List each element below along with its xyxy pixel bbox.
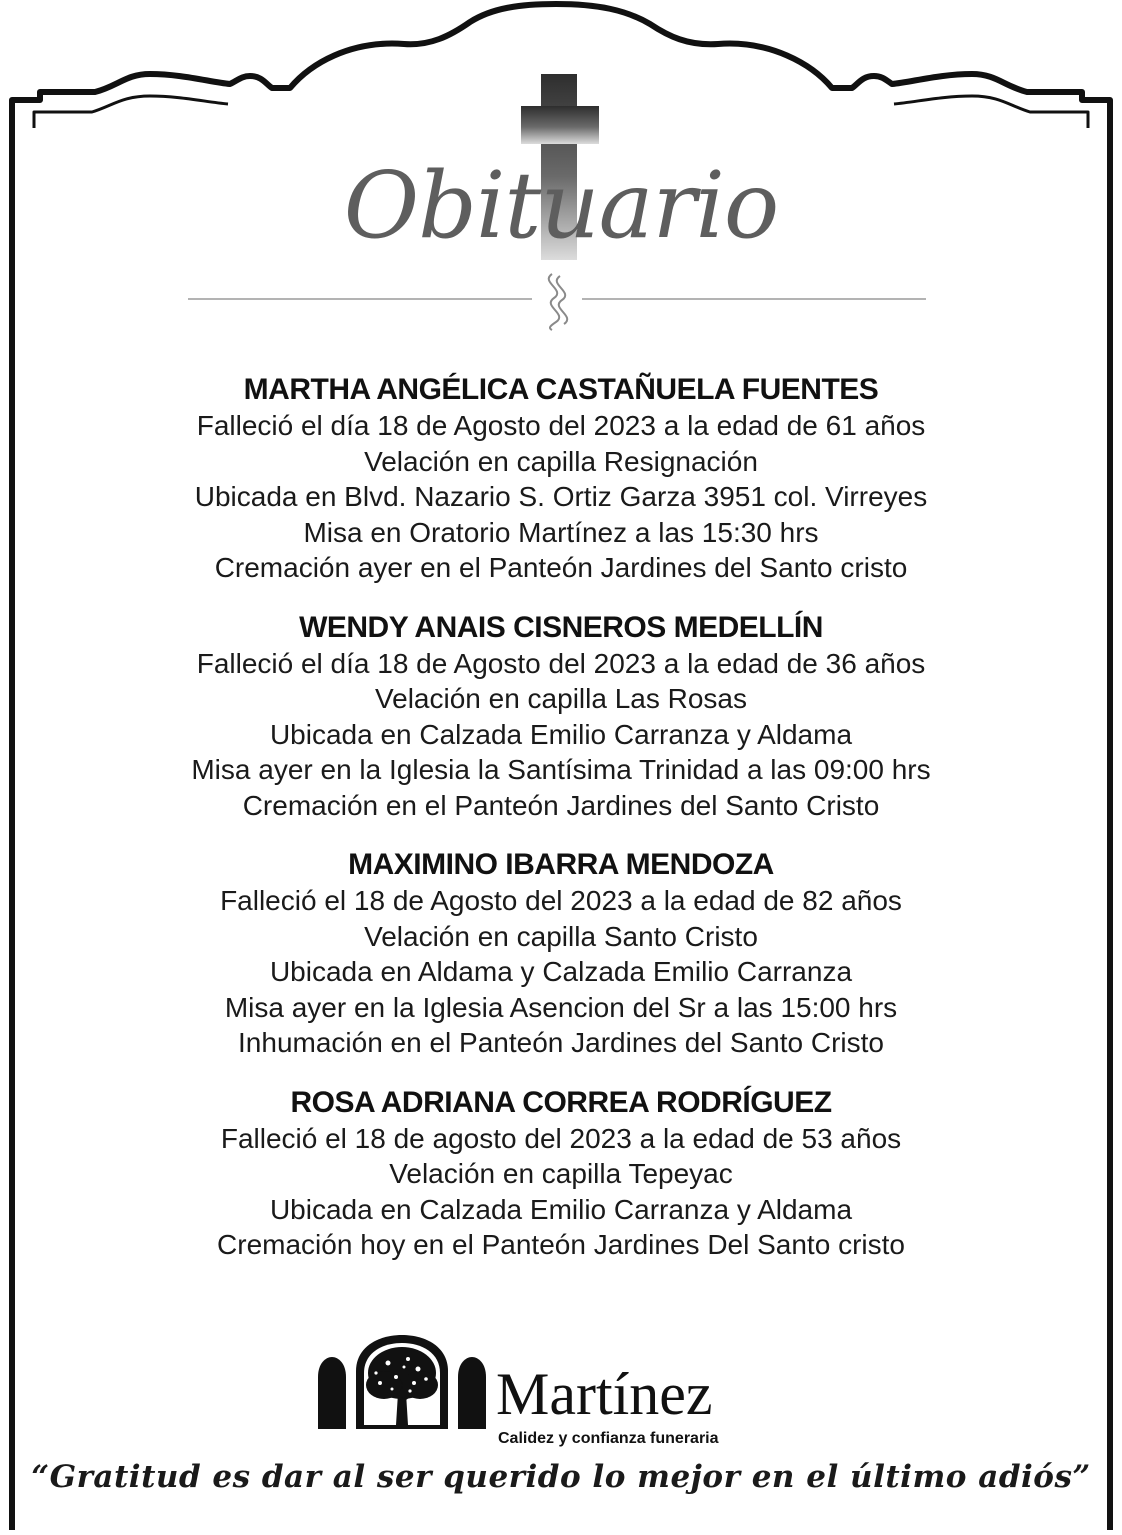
wake-line: Velación en capilla Santo Cristo [364,920,758,952]
deceased-name: ROSA ADRIANA CORREA RODRÍGUEZ [290,1085,832,1119]
deceased-name: MARTHA ANGÉLICA CASTAÑUELA FUENTES [243,373,879,406]
location-line: Ubicada en Calzada Emilio Carranza y Aldama [269,1193,853,1225]
mass-line: Misa ayer en la Iglesia Asencion del Sr a las 15:00 hrs [224,991,898,1023]
burial-line: Cremación en el Panteón Jardines del Santo Cristo [242,789,880,821]
burial-line: Cremación ayer en el Panteón Jardines del Santo cristo [214,552,908,583]
death-date-line: Falleció el 18 de agosto del 2023 a la edad de 53 años [220,1122,902,1154]
wake-line: Velación en capilla Las Rosas [374,683,747,714]
scroll-ornament-icon [549,274,567,330]
title-divider [0,268,1122,338]
location-line: Ubicada en Calzada Emilio Carranza y Aldama [269,718,853,750]
page-title: Obituario [343,152,779,259]
burial-line: Cremación hoy en el Panteón Jardines Del Santo cristo [217,1229,905,1260]
burial-line: Inhumación en el Panteón Jardines del Santo Cristo [238,1027,884,1058]
mass-line: Misa en Oratorio Martínez a las 15:30 hrs [303,516,819,548]
closing-quote: “Gratitud es dar al ser querido lo mejor en el último adiós” [31,1459,1091,1495]
obituary-list [0,372,1122,1263]
location-line: Ubicada en Blvd. Nazario S. Ortiz Garza 3951 col. Virreyes [194,481,928,512]
wake-line: Velación en capilla Tepeyac [389,1158,733,1189]
wake-line: Velación en capilla Resignación [364,445,758,477]
death-date-line: Falleció el 18 de Agosto del 2023 a la edad de 82 años [220,885,902,916]
deceased-name: WENDY ANAIS CISNEROS MEDELLÍN [299,610,823,644]
death-date-line: Falleció el día 18 de Agosto del 2023 a la edad de 36 años [196,647,926,679]
mass-line: Misa ayer en la Iglesia la Santísima Trinidad a las 09:00 hrs [191,754,931,785]
death-date-line: Falleció el día 18 de Agosto del 2023 a la edad de 61 años [196,410,926,441]
obituary-entry [0,847,1122,1061]
brand-name: Martínez [496,1361,713,1427]
deceased-name: MAXIMINO IBARRA MENDOZA [348,848,774,881]
location-line: Ubicada en Aldama y Calzada Emilio Carranza [269,956,853,987]
brand-tagline: Calidez y confianza funeraria [498,1430,719,1447]
obituary-entry [0,1085,1122,1263]
obituary-entry [0,610,1122,824]
chapel-tree-logo [318,1333,486,1429]
obituary-entry [0,372,1122,586]
